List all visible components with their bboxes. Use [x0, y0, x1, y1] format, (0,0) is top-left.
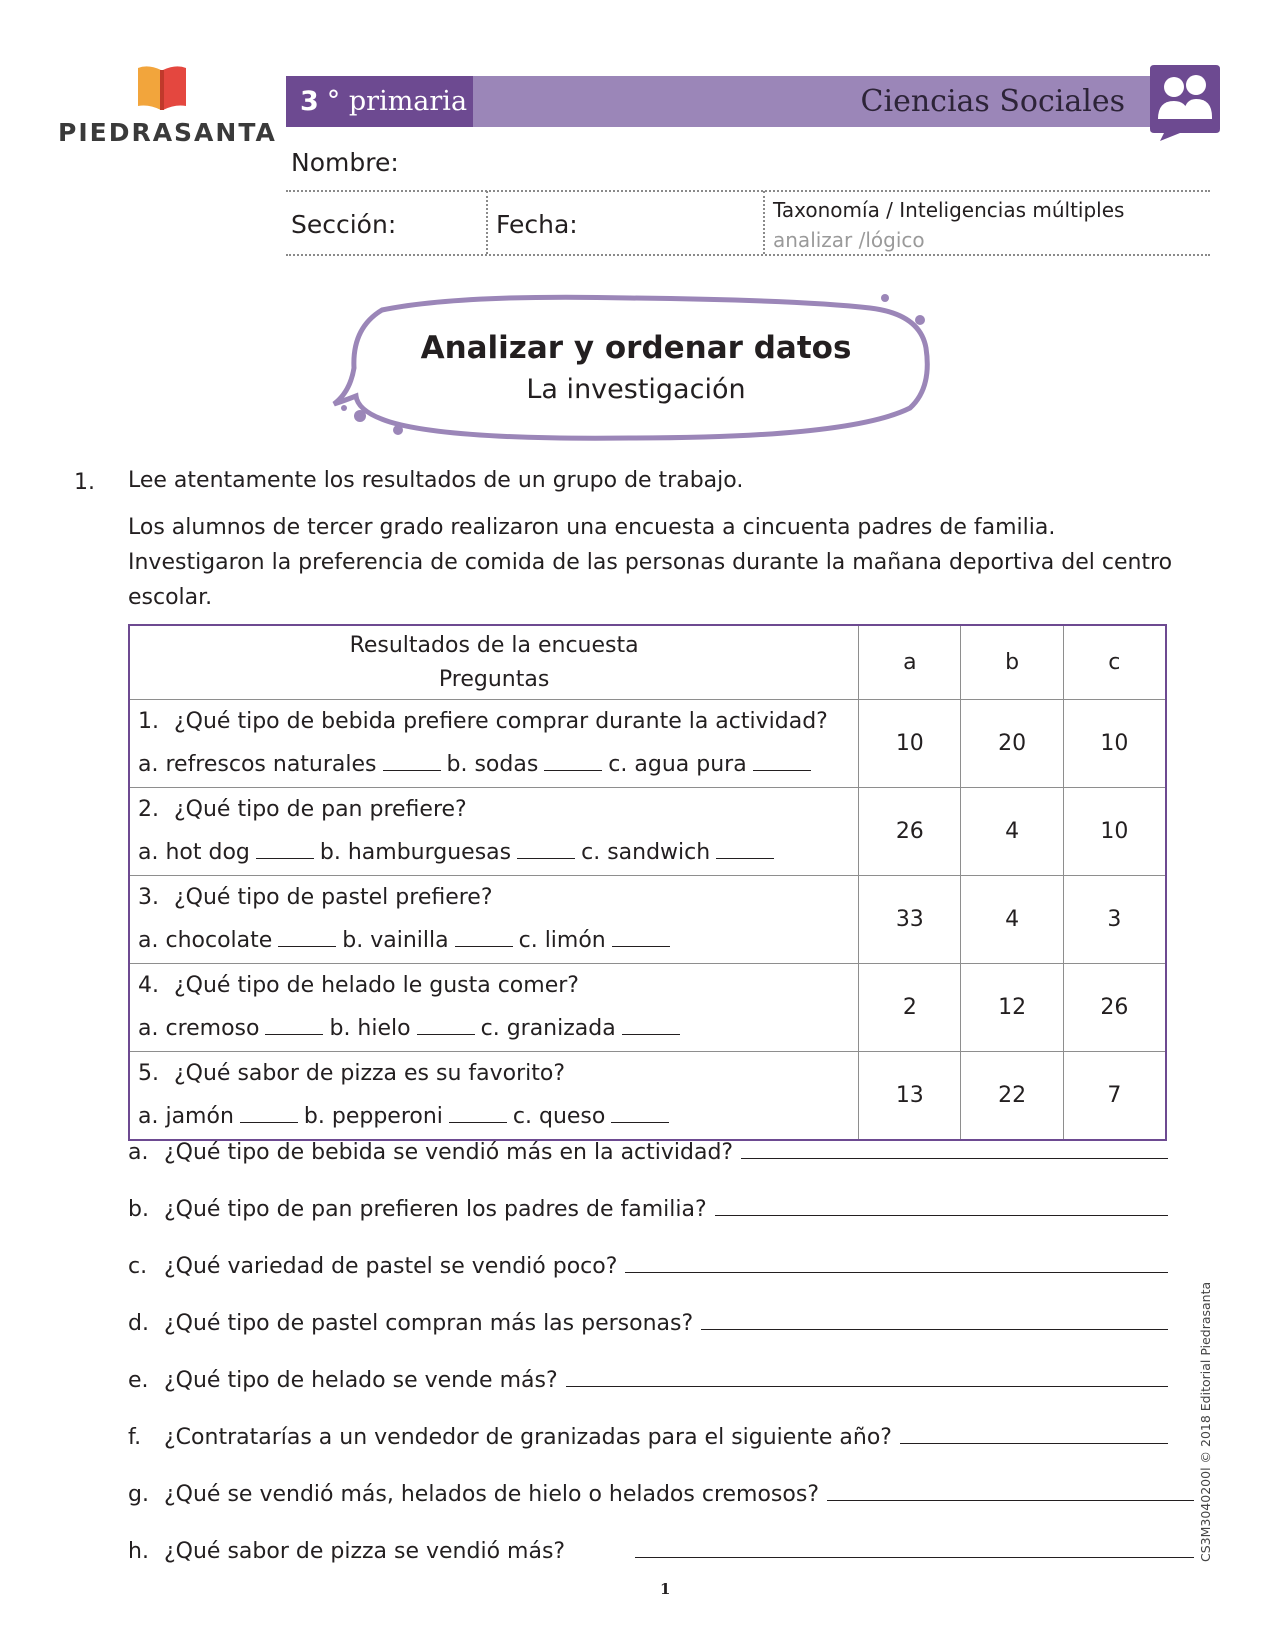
option-b: b. pepperoni	[303, 1104, 443, 1129]
count-b: 12	[961, 964, 1063, 1052]
option-a: a. hot dog	[138, 840, 250, 865]
taxonomy-value: analizar /lógico	[773, 228, 925, 252]
answer-blank[interactable]	[383, 769, 441, 771]
question-letter: d.	[128, 1311, 149, 1336]
question-cell	[129, 964, 859, 1052]
page-title: Analizar y ordenar datos	[420, 330, 852, 366]
grade-suffix: ° primaria	[326, 86, 468, 117]
group-people-icon	[1146, 63, 1222, 143]
answer-blank[interactable]	[517, 857, 575, 859]
row-question: ¿Qué sabor de pizza es su favorito?	[174, 1061, 566, 1086]
table-row	[129, 964, 1166, 1052]
count-c: 10	[1063, 700, 1166, 788]
option-c: c. sandwich	[581, 840, 711, 865]
question-text: ¿Qué se vendió más, helados de hielo o helados cremosos?	[164, 1482, 819, 1507]
count-b: 22	[961, 1052, 1063, 1141]
option-a: a. cremoso	[138, 1016, 260, 1041]
survey-table	[128, 624, 1167, 1141]
question-text: ¿Qué sabor de pizza se vendió más?	[164, 1539, 566, 1564]
table-row	[129, 1052, 1166, 1141]
count-b: 4	[961, 876, 1063, 964]
option-a: a. chocolate	[138, 928, 273, 953]
option-b: b. sodas	[446, 752, 539, 777]
option-b: b. vainilla	[342, 928, 449, 953]
grade-number: 3	[300, 86, 319, 117]
answer-line[interactable]	[635, 1557, 1194, 1558]
option-c: c. queso	[512, 1104, 606, 1129]
question-text: ¿Qué variedad de pastel se vendió poco?	[164, 1254, 618, 1279]
count-a: 33	[859, 876, 961, 964]
date-label: Fecha:	[496, 210, 578, 239]
question-letter: h.	[128, 1539, 149, 1564]
count-c: 10	[1063, 788, 1166, 876]
answer-blank[interactable]	[278, 945, 336, 947]
answer-blank[interactable]	[455, 945, 513, 947]
row-number: 1.	[138, 709, 159, 734]
answer-question	[128, 1539, 1194, 1564]
count-a: 2	[859, 964, 961, 1052]
count-c: 3	[1063, 876, 1166, 964]
question-letter: a.	[128, 1140, 149, 1165]
column-header-a: a	[859, 625, 961, 700]
question-cell	[129, 876, 859, 964]
answer-question	[128, 1197, 1168, 1222]
answer-blank[interactable]	[716, 857, 774, 859]
answer-blank[interactable]	[256, 857, 314, 859]
subject-title: Ciencias Sociales	[860, 84, 1125, 119]
title-bubble-frame	[330, 288, 942, 458]
name-label: Nombre:	[291, 148, 399, 177]
question-text: ¿Qué tipo de helado se vende más?	[164, 1368, 558, 1393]
answer-blank[interactable]	[449, 1121, 507, 1123]
answer-line[interactable]	[715, 1215, 1168, 1216]
question-text: ¿Qué tipo de pastel compran más las personas?	[164, 1311, 694, 1336]
count-a: 10	[859, 700, 961, 788]
count-b: 4	[961, 788, 1063, 876]
divider	[763, 191, 765, 254]
row-number: 4.	[138, 973, 159, 998]
section-label: Sección:	[291, 210, 397, 239]
question-letter: g.	[128, 1482, 149, 1507]
table-header-title: Resultados de la encuesta	[349, 632, 639, 658]
option-c: c. limón	[518, 928, 606, 953]
answer-blank[interactable]	[612, 945, 670, 947]
row-number: 3.	[138, 885, 159, 910]
answer-line[interactable]	[900, 1443, 1168, 1444]
question-text: ¿Qué tipo de pan prefieren los padres de familia?	[164, 1197, 707, 1222]
taxonomy-label: Taxonomía / Inteligencias múltiples	[773, 198, 1125, 222]
answer-question	[128, 1311, 1168, 1336]
answer-blank[interactable]	[753, 769, 811, 771]
answer-question	[128, 1140, 1168, 1165]
row-question: ¿Qué tipo de pan prefiere?	[174, 797, 467, 822]
divider	[486, 191, 488, 254]
question-letter: b.	[128, 1197, 149, 1222]
count-c: 26	[1063, 964, 1166, 1052]
open-book-icon	[136, 64, 188, 112]
row-question: ¿Qué tipo de helado le gusta comer?	[174, 973, 579, 998]
row-number: 2.	[138, 797, 159, 822]
answer-question	[128, 1425, 1168, 1450]
row-number: 5.	[138, 1061, 159, 1086]
column-header-b: b	[961, 625, 1063, 700]
answer-question	[128, 1254, 1168, 1279]
exercise-number: 1.	[74, 470, 95, 495]
question-cell	[129, 1052, 859, 1141]
table-row	[129, 876, 1166, 964]
answer-line[interactable]	[741, 1158, 1168, 1159]
copyright-note: CS3M3040200l © 2018 Editorial Piedrasanta	[1198, 1281, 1213, 1562]
publisher-logo: PIEDRASANTA	[58, 118, 277, 147]
answer-blank[interactable]	[544, 769, 602, 771]
option-c: c. granizada	[480, 1016, 616, 1041]
count-c: 7	[1063, 1052, 1166, 1141]
table-row	[129, 700, 1166, 788]
answer-blank[interactable]	[611, 1121, 669, 1123]
column-header-c: c	[1063, 625, 1166, 700]
table-header-questions	[129, 625, 859, 700]
grade-label	[286, 76, 473, 127]
answer-line[interactable]	[827, 1500, 1194, 1501]
answer-blank[interactable]	[265, 1033, 323, 1035]
page-subtitle: La investigación	[526, 374, 746, 405]
exercise-instruction: Lee atentamente los resultados de un grupo de trabajo.	[128, 468, 744, 493]
option-b: b. hielo	[329, 1016, 411, 1041]
exercise-paragraph: Los alumnos de tercer grado realizaron una encuesta a cincuenta padres de familia. Investigaron la preferencia de comida de las personas durante la mañana deportiva del centro escolar.	[128, 515, 1173, 610]
answer-question	[128, 1482, 1194, 1507]
count-a: 26	[859, 788, 961, 876]
form-bottom-line	[286, 254, 1210, 256]
count-b: 20	[961, 700, 1063, 788]
question-cell	[129, 788, 859, 876]
question-text: ¿Qué tipo de bebida se vendió más en la actividad?	[164, 1140, 734, 1165]
answer-blank[interactable]	[240, 1121, 298, 1123]
table-header-subtitle: Preguntas	[438, 666, 550, 692]
answer-line[interactable]	[701, 1329, 1168, 1330]
answer-blank[interactable]	[622, 1033, 680, 1035]
answer-line[interactable]	[625, 1272, 1168, 1273]
name-line[interactable]	[286, 190, 1210, 192]
row-question: ¿Qué tipo de pastel prefiere?	[174, 885, 493, 910]
option-b: b. hamburguesas	[319, 840, 512, 865]
row-question: ¿Qué tipo de bebida prefiere comprar durante la actividad?	[174, 709, 828, 734]
option-a: a. jamón	[138, 1104, 234, 1129]
answer-blank[interactable]	[417, 1033, 475, 1035]
page-number: 1	[660, 1580, 671, 1598]
answer-question	[128, 1368, 1168, 1393]
question-text: ¿Contratarías a un vendedor de granizadas para el siguiente año?	[164, 1425, 892, 1450]
question-letter: e.	[128, 1368, 149, 1393]
question-letter: f.	[128, 1425, 142, 1450]
option-a: a. refrescos naturales	[138, 752, 377, 777]
option-c: c. agua pura	[608, 752, 747, 777]
question-cell	[129, 700, 859, 788]
table-row	[129, 788, 1166, 876]
question-letter: c.	[128, 1254, 148, 1279]
table-header-row	[129, 625, 1166, 700]
answer-line[interactable]	[566, 1386, 1168, 1387]
count-a: 13	[859, 1052, 961, 1141]
